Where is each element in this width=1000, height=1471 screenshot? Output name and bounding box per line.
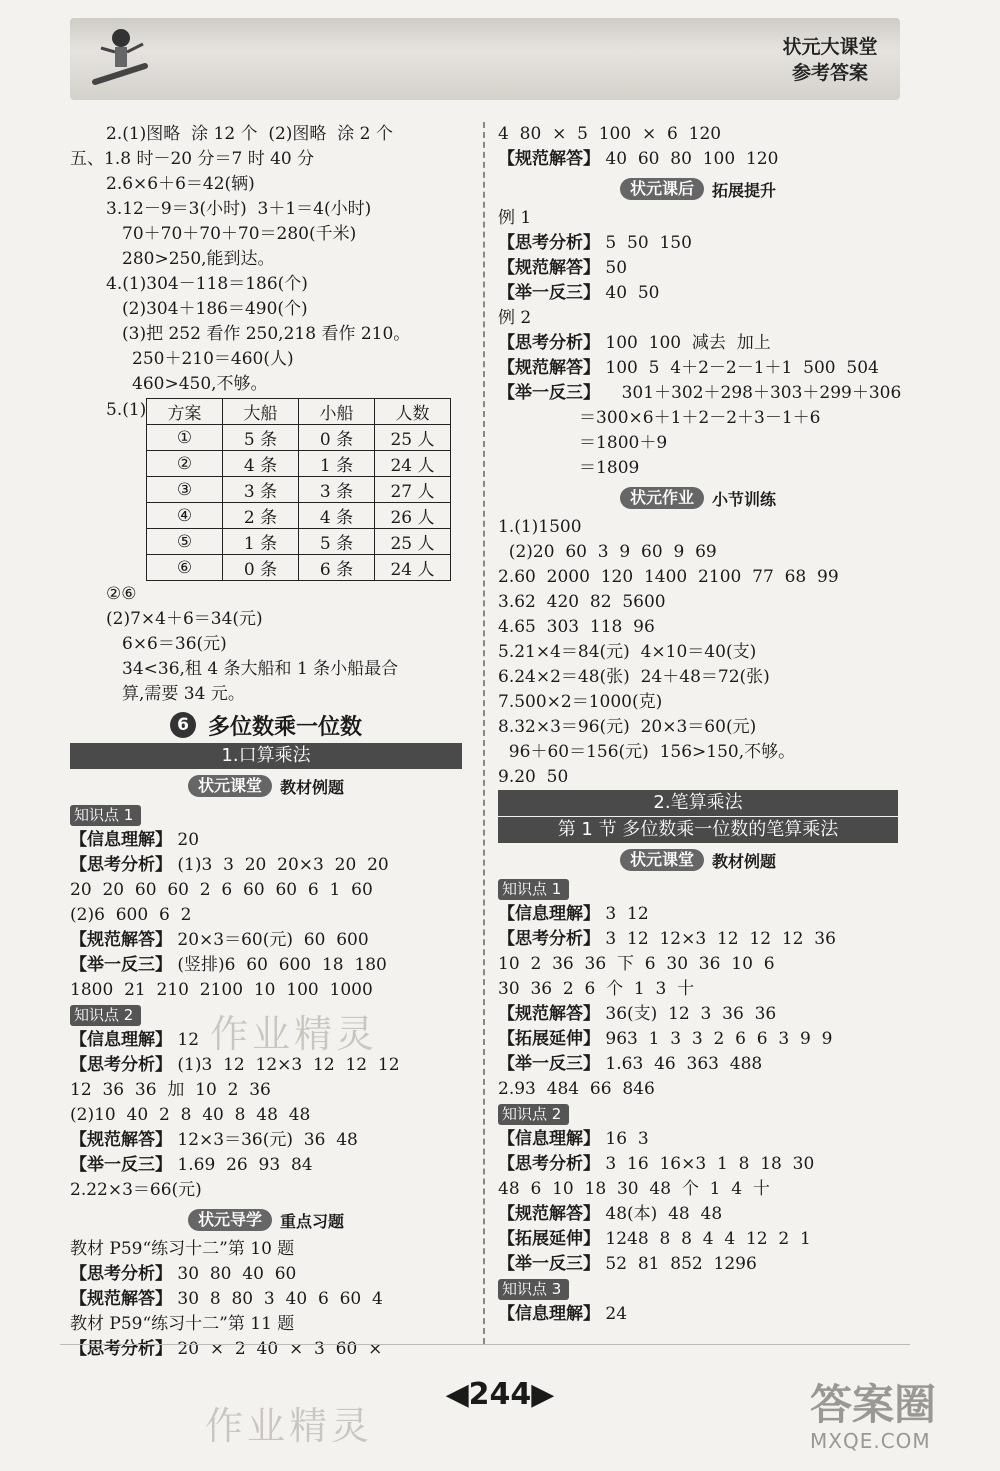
table-cell: 24 人 [375,555,451,581]
answer-label: 【规范解答】 [498,358,600,378]
badge-pill: 状元课堂 [620,849,704,871]
table-cell: 26 人 [375,503,451,529]
section-badge-classroom [70,769,462,803]
badge-subtitle: 教材例题 [712,851,777,871]
answer-label: 【举一反三】 [70,955,172,975]
page-number: ◀244▶ [445,1377,555,1412]
table-cell: ③ [147,477,223,503]
answer-line: 例 1 [498,208,532,228]
answer-line: 7.500×2＝1000(克) [498,692,663,712]
table-cell: ① [147,425,223,451]
answer-line: ＝300×6＋1＋2－2＋3－1＋6 [498,408,821,428]
student-mascot-icon [85,22,155,92]
table-cell: 6 条 [299,555,375,581]
answer-label: 【思考分析】 [70,1339,172,1359]
badge-subtitle: 小节训练 [712,489,777,509]
answer-line: ＝1809 [498,458,640,478]
badge-subtitle: 教材例题 [280,777,345,797]
table-cell: 1 条 [223,529,299,555]
answer-line: 【思考分析】 3 16 16×3 1 8 18 30 [498,1154,815,1174]
answer-line: 教材 P59“练习十二”第 11 题 [70,1314,295,1334]
answer-line: 96＋60＝156(元) 156>150,不够。 [498,742,796,762]
answer-line: 9.20 50 [498,767,569,787]
answer-label: 【拓展延伸】 [498,1229,600,1249]
answer-label: 【信息理解】 [70,1030,172,1050]
table-row [147,451,451,477]
watermark-text: 作业精灵 [210,1012,379,1056]
left-answers-top [70,122,462,397]
answer-label: 【举一反三】 [498,1054,600,1074]
knowledge-point-1 [70,803,462,828]
answer-line: 70＋70＋70＋70＝280(千米) [122,224,357,244]
answer-line: 2.93 484 66 846 [498,1079,655,1099]
answer-line: 【思考分析】 3 12 12×3 12 12 12 36 [498,929,836,949]
answer-line: 【信息理解】 24 [498,1304,628,1324]
badge-subtitle: 重点习题 [280,1211,345,1231]
table-cell: ② [147,451,223,477]
answer-line: 五、1.8 时－20 分＝7 时 40 分 [70,149,315,169]
knowledge-point-tag: 知识点 2 [70,1005,141,1026]
answer-label: 【规范解答】 [498,258,600,278]
section-bar-lesson-1: 第 1 节 多位数乘一位数的笔算乘法 [498,817,898,843]
logo-title: 答案圈 [810,1380,937,1429]
knowledge-point-1 [498,877,898,902]
answer-label: 【思考分析】 [70,1055,172,1075]
left-column [70,122,462,1362]
right-examples [498,206,902,481]
table-row [147,477,451,503]
q5-label: 5.(1) [106,400,147,420]
table-cell: 27 人 [375,477,451,503]
answer-line: 4.(1)304－118＝186(个) [106,274,308,294]
right-kp2-lines [498,1127,898,1277]
watermark-text: 作业精灵 [205,1404,374,1448]
answer-line: 【举一反三】 (竖排)6 60 600 18 180 [70,955,387,975]
answer-line: 【举一反三】 52 81 852 1296 [498,1254,757,1274]
answer-label: 【思考分析】 [70,855,172,875]
answer-line: 【举一反三】 1.63 46 363 488 [498,1054,763,1074]
left-answers-mid [70,582,462,707]
chapter-heading [70,707,462,743]
answer-line: 教材 P59“练习十二”第 10 题 [70,1239,295,1259]
answer-line: 【信息理解】 12 [70,1030,200,1050]
answer-label: 【思考分析】 [498,233,600,253]
right-answers-top [498,122,898,172]
brand-line-1: 状元大课堂 [782,36,878,58]
table-cell: 1 条 [299,451,375,477]
answer-label: 【举一反三】 [70,1155,172,1175]
plan-table [146,398,451,581]
brand-block [760,34,900,86]
table-cell: ④ [147,503,223,529]
table-cell: ⑥ [147,555,223,581]
answer-line: 1.(1)1500 [498,517,582,537]
answer-line: 2.60 2000 120 1400 2100 77 68 99 [498,567,839,587]
answer-line: (2)6 600 6 2 [70,905,192,925]
table-cell: 5 条 [223,425,299,451]
answer-line: 【思考分析】 30 80 40 60 [70,1264,297,1284]
answer-line: 5.21×4＝84(元) 4×10＝40(支) [498,642,757,662]
answer-line: 2.22×3＝66(元) [70,1180,202,1200]
answer-line: (3)把 252 看作 250,218 看作 210。 [122,324,411,344]
answer-label: 【举一反三】 [498,383,600,403]
knowledge-point-tag: 知识点 2 [498,1104,569,1125]
answer-line: 【举一反三】 40 50 [498,283,660,303]
answer-line: 【举一反三】 1.69 26 93 84 [70,1155,313,1175]
answer-label: 【规范解答】 [498,149,600,169]
answer-line: 【规范解答】 20×3＝60(元) 60 600 [70,930,369,950]
answer-label: 【信息理解】 [70,830,172,850]
plan-table-block [70,398,462,581]
badge-subtitle: 拓展提升 [712,180,777,200]
section-badge-homework [498,481,898,515]
answer-label: 【思考分析】 [498,333,600,353]
right-column [498,122,902,1327]
answer-line: 【规范解答】 100 5 4＋2－2－1＋1 500 504 [498,358,879,378]
answer-line: 【思考分析】 20 × 2 40 × 3 60 × [70,1339,383,1359]
answer-label: 【思考分析】 [498,1154,600,1174]
table-header-cell: 小船 [299,399,375,425]
chapter-title: 多位数乘一位数 [207,714,362,740]
table-cell: 3 条 [299,477,375,503]
answer-line: 【拓展延伸】 963 1 3 3 2 6 6 3 9 9 [498,1029,833,1049]
answer-line: 460>450,不够。 [132,374,268,394]
section-bar-oral-multiplication: 1.口算乘法 [70,743,462,769]
answer-line: 20 20 60 60 2 6 60 60 6 1 60 [70,880,373,900]
table-cell: 0 条 [299,425,375,451]
answer-label: 【规范解答】 [70,1289,172,1309]
answer-label: 【信息理解】 [498,1304,600,1324]
answer-line: 【拓展延伸】 1248 8 8 4 4 12 2 1 [498,1229,811,1249]
answer-line: 【信息理解】 16 3 [498,1129,649,1149]
left-kp1-lines [70,828,462,1003]
site-logo-watermark [810,1380,936,1452]
answer-line: 1800 21 210 2100 10 100 1000 [70,980,373,1000]
answer-line: (2)304＋186＝490(个) [122,299,308,319]
answer-line: 【规范解答】 48(本) 48 48 [498,1204,723,1224]
table-header-cell: 方案 [147,399,223,425]
answer-line: 6.24×2＝48(张) 24＋48＝72(张) [498,667,770,687]
section-bar-written-multiplication: 2.笔算乘法 [498,790,898,816]
answer-label: 【举一反三】 [498,1254,600,1274]
plan-table-body [147,425,451,581]
right-kp3-lines [498,1302,898,1327]
answer-line: 【思考分析】 (1)3 3 20 20×3 20 20 [70,855,389,875]
table-header-cell: 人数 [375,399,451,425]
table-row [147,503,451,529]
answer-line: 4.65 303 118 96 [498,617,655,637]
answer-line: ②⑥ [106,584,137,604]
table-cell: 2 条 [223,503,299,529]
answer-label: 【举一反三】 [498,283,600,303]
knowledge-point-tag: 知识点 3 [498,1279,569,1300]
answer-line: 【规范解答】 50 [498,258,628,278]
answer-line: 4 80 × 5 100 × 6 120 [498,124,722,144]
section-badge-guide [70,1203,462,1237]
answer-line: 250＋210＝460(人) [132,349,294,369]
answer-line: 12 36 36 加 10 2 36 [70,1080,271,1100]
answer-line: 【信息理解】 20 [70,830,200,850]
badge-pill: 状元作业 [620,487,704,509]
answer-line: 48 6 10 18 30 48 个 1 4 十 [498,1179,770,1199]
table-row [147,529,451,555]
badge-pill: 状元课堂 [188,775,272,797]
logo-domain: MXQE.COM [810,1429,931,1453]
table-cell: 3 条 [223,477,299,503]
table-row [147,555,451,581]
answer-line: 【规范解答】 12×3＝36(元) 36 48 [70,1130,358,1150]
table-row [147,425,451,451]
answer-label: 【拓展延伸】 [498,1029,600,1049]
table-cell: 4 条 [299,503,375,529]
answer-label: 【信息理解】 [498,1129,600,1149]
answer-line: 【思考分析】 5 50 150 [498,233,692,253]
answer-line: 3.12－9＝3(小时) 3＋1＝4(小时) [106,199,372,219]
knowledge-point-3 [498,1277,898,1302]
answer-line: (2)20 60 3 9 60 9 69 [498,542,717,562]
table-cell: 25 人 [375,425,451,451]
answer-label: 【规范解答】 [498,1204,600,1224]
column-divider [483,122,485,1344]
answer-line: 【规范解答】 40 60 80 100 120 [498,149,779,169]
answer-line: 【举一反三】 301＋302＋298＋303＋299＋306 [498,383,902,403]
table-cell: 5 条 [299,529,375,555]
table-header-cell: 大船 [223,399,299,425]
right-kp1-lines [498,902,898,1102]
table-cell: 25 人 [375,529,451,555]
right-homework [498,515,898,790]
answer-label: 【规范解答】 [498,1004,600,1024]
answer-line: 【规范解答】 30 8 80 3 40 6 60 4 [70,1289,383,1309]
answer-line: 8.32×3＝96(元) 20×3＝60(元) [498,717,757,737]
answer-line: 【信息理解】 3 12 [498,904,649,924]
knowledge-point-tag: 知识点 1 [498,879,569,900]
badge-pill: 状元课后 [620,178,704,200]
answer-line: 10 2 36 36 下 6 30 36 10 6 [498,954,775,974]
table-cell: 24 人 [375,451,451,477]
plan-table-header [147,399,451,425]
answer-line: 【思考分析】 100 100 减去 加上 [498,333,771,353]
answer-line: ＝1800＋9 [498,433,668,453]
answer-line: (2)10 40 2 8 40 8 48 48 [70,1105,311,1125]
knowledge-point-tag: 知识点 1 [70,805,141,826]
footer-rule [60,1344,910,1345]
answer-line: 2.6×6＋6＝42(辆) [106,174,255,194]
answer-line: 34<36,租 4 条大船和 1 条小船最合 [122,659,399,679]
answer-line: 280>250,能到达。 [122,249,275,269]
answer-label: 【思考分析】 [498,929,600,949]
table-cell: 0 条 [223,555,299,581]
section-badge-classroom-2 [498,843,898,877]
answer-line: 算,需要 34 元。 [122,684,245,704]
answer-line: 6×6＝36(元) [122,634,227,654]
answer-label: 【规范解答】 [70,930,172,950]
section-badge-after-class [498,172,898,206]
table-cell: 4 条 [223,451,299,477]
answer-line: 30 36 2 6 个 1 3 十 [498,979,695,999]
table-cell: ⑤ [147,529,223,555]
answer-line: 3.62 420 82 5600 [498,592,666,612]
knowledge-point-2 [498,1102,898,1127]
badge-pill: 状元导学 [188,1209,272,1231]
answer-line: 【规范解答】 36(支) 12 3 36 36 [498,1004,777,1024]
answer-line: 【思考分析】 (1)3 12 12×3 12 12 12 [70,1055,400,1075]
answer-line: (2)7×4＋6＝34(元) [106,609,263,629]
answer-line: 例 2 [498,308,532,328]
answer-label: 【思考分析】 [70,1264,172,1284]
brand-line-2: 参考答案 [791,62,868,84]
answer-label: 【规范解答】 [70,1130,172,1150]
chapter-number: 6 [170,712,196,738]
answer-line: 2.(1)图略 涂 12 个 (2)图略 涂 2 个 [106,124,393,144]
answer-label: 【信息理解】 [498,904,600,924]
